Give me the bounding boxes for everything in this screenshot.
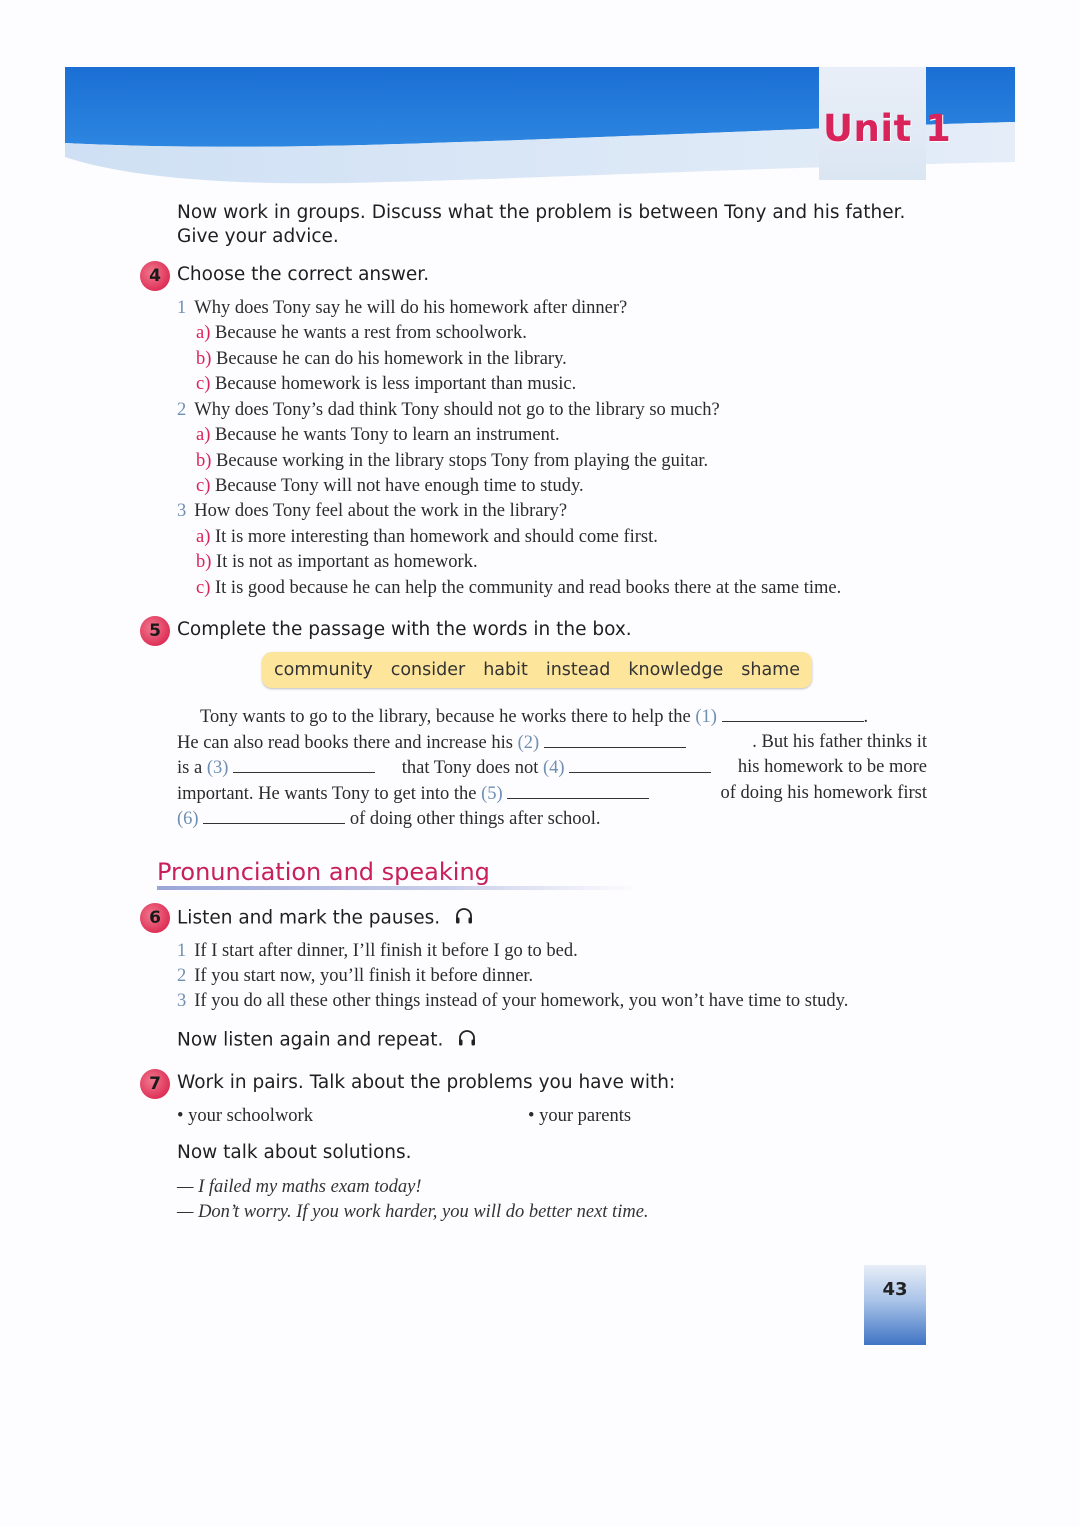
exercise-4-badge: 4	[140, 261, 170, 291]
listen-item-2: 2 If you start now, you’ll finish it before dinner.	[177, 966, 534, 986]
word-habit: habit	[483, 660, 528, 680]
exercise-6-header	[177, 906, 474, 931]
section-title: Pronunciation and speaking	[157, 858, 490, 886]
exercise-6-badge: 6	[140, 903, 170, 933]
blank-6[interactable]	[203, 806, 345, 824]
passage-line-4: important. He wants Tony to get into the (5) of doing his homework first	[177, 782, 927, 804]
passage-line-5: (6) of doing other things after school.	[177, 806, 927, 832]
unit-label: Unit 1	[823, 107, 952, 150]
option-1c[interactable]: c) Because homework is less important than music.	[196, 374, 577, 394]
passage	[177, 704, 927, 832]
passage-line-3: is a (3) that Tony does not (4) his homework to be more	[177, 757, 927, 778]
question-1: 1 Why does Tony say he will do his homework after dinner?	[177, 298, 628, 318]
option-3b[interactable]: b) It is not as important as homework.	[196, 552, 478, 572]
word-instead: instead	[545, 660, 611, 680]
word-knowledge: knowledge	[628, 660, 724, 680]
word-consider: consider	[390, 660, 466, 680]
word-shame: shame	[741, 660, 800, 680]
group-instruction-line2: Give your advice.	[177, 226, 339, 247]
exercise-7-badge: 7	[140, 1069, 170, 1099]
exercise-7-title: Work in pairs. Talk about the problems you have with:	[177, 1072, 676, 1093]
exercise-4-title: Choose the correct answer.	[177, 264, 430, 285]
blank-2[interactable]	[544, 730, 686, 748]
question-2: 2 Why does Tony’s dad think Tony should not go to the library so much?	[177, 400, 720, 420]
page-number: 43	[882, 1279, 908, 1300]
blank-5[interactable]	[507, 781, 649, 799]
exercise-5-title: Complete the passage with the words in the box.	[177, 619, 632, 640]
question-3: 3 How does Tony feel about the work in the library?	[177, 501, 568, 521]
group-instruction-line1: Now work in groups. Discuss what the problem is between Tony and his father.	[177, 202, 906, 223]
option-3a[interactable]: a) It is more interesting than homework and should come first.	[196, 527, 658, 547]
solutions-title: Now talk about solutions.	[177, 1142, 412, 1163]
option-2a[interactable]: a) Because he wants Tony to learn an instrument.	[196, 425, 560, 445]
word-box	[262, 652, 812, 688]
word-community: community	[274, 660, 373, 680]
option-2c[interactable]: c) Because Tony will not have enough time to study.	[196, 476, 584, 496]
dialog-line-2: — Don’t worry. If you work harder, you will do better next time.	[177, 1202, 649, 1222]
passage-line-2: He can also read books there and increase his (2) . But his father thinks it	[177, 731, 927, 753]
headphones-icon[interactable]	[454, 906, 474, 931]
listen-item-1: 1 If I start after dinner, I’ll finish it before I go to bed.	[177, 941, 578, 961]
repeat-instruction: Now listen again and repeat.	[177, 1028, 477, 1053]
option-1b[interactable]: b) Because he can do his homework in the library.	[196, 349, 567, 369]
option-2b[interactable]: b) Because working in the library stops Tony from playing the guitar.	[196, 451, 709, 471]
section-underline	[157, 886, 637, 890]
listen-item-3: 3 If you do all these other things instead of your homework, you won’t have time to study.	[177, 991, 849, 1011]
page-number-tab	[864, 1265, 926, 1345]
exercise-6-title: Listen and mark the pauses.	[177, 907, 441, 929]
blank-1[interactable]	[722, 704, 864, 722]
blank-4[interactable]	[569, 755, 711, 773]
option-1a[interactable]: a) Because he wants a rest from schoolwork.	[196, 323, 527, 343]
blank-3[interactable]	[233, 755, 375, 773]
bullet-parents: • your parents	[528, 1106, 632, 1126]
page-header	[65, 67, 1015, 187]
option-3c[interactable]: c) It is good because he can help the community and read books there at the same time.	[196, 578, 842, 598]
exercise-5-badge: 5	[140, 616, 170, 646]
passage-line-1: Tony wants to go to the library, because he works there to help the (1) .	[177, 704, 927, 730]
bullet-schoolwork: • your schoolwork	[177, 1106, 313, 1126]
headphones-icon[interactable]	[457, 1028, 477, 1053]
dialog-line-1: — I failed my maths exam today!	[177, 1177, 422, 1197]
